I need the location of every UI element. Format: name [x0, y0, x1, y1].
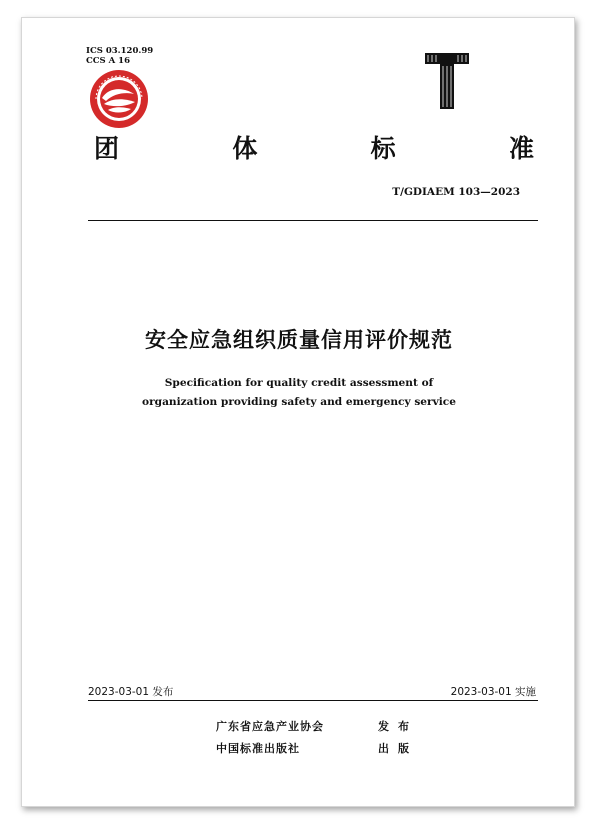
heading-char: 准 [508, 134, 534, 163]
implementation-date: 2023-03-01 实施 [450, 686, 536, 698]
document-title-chinese: 安全应急组织质量信用评价规范 [145, 328, 453, 352]
footer-divider [88, 700, 538, 701]
association-seal-icon [88, 68, 150, 130]
standard-cover-page [21, 17, 575, 807]
issue-date: 2023-03-01 发布 [88, 686, 174, 698]
classification-codes [86, 46, 153, 66]
ccs-code: CCS A 16 [86, 56, 131, 66]
issuer-action: 发布 [378, 720, 418, 733]
publisher-actions [378, 716, 418, 760]
english-title-line: Specification for quality credit assessment of [164, 377, 434, 389]
standard-number: T/GDIAEM 103—2023 [392, 186, 520, 198]
press-action: 出版 [378, 742, 418, 755]
heading-char: 标 [370, 134, 396, 163]
english-title-line: organization providing safety and emergency service [142, 396, 456, 408]
heading-char: 团 [94, 134, 120, 163]
heading-char: 体 [232, 134, 258, 163]
ics-code: ICS 03.120.99 [86, 46, 154, 56]
issuer-org: 广东省应急产业协会 [216, 720, 324, 733]
press-org: 中国标准出版社 [216, 742, 300, 755]
standard-type-heading [94, 134, 534, 164]
document-title-english [22, 374, 576, 412]
publisher-orgs [216, 716, 324, 760]
standard-category-mark [424, 52, 470, 110]
header-divider [88, 220, 538, 221]
